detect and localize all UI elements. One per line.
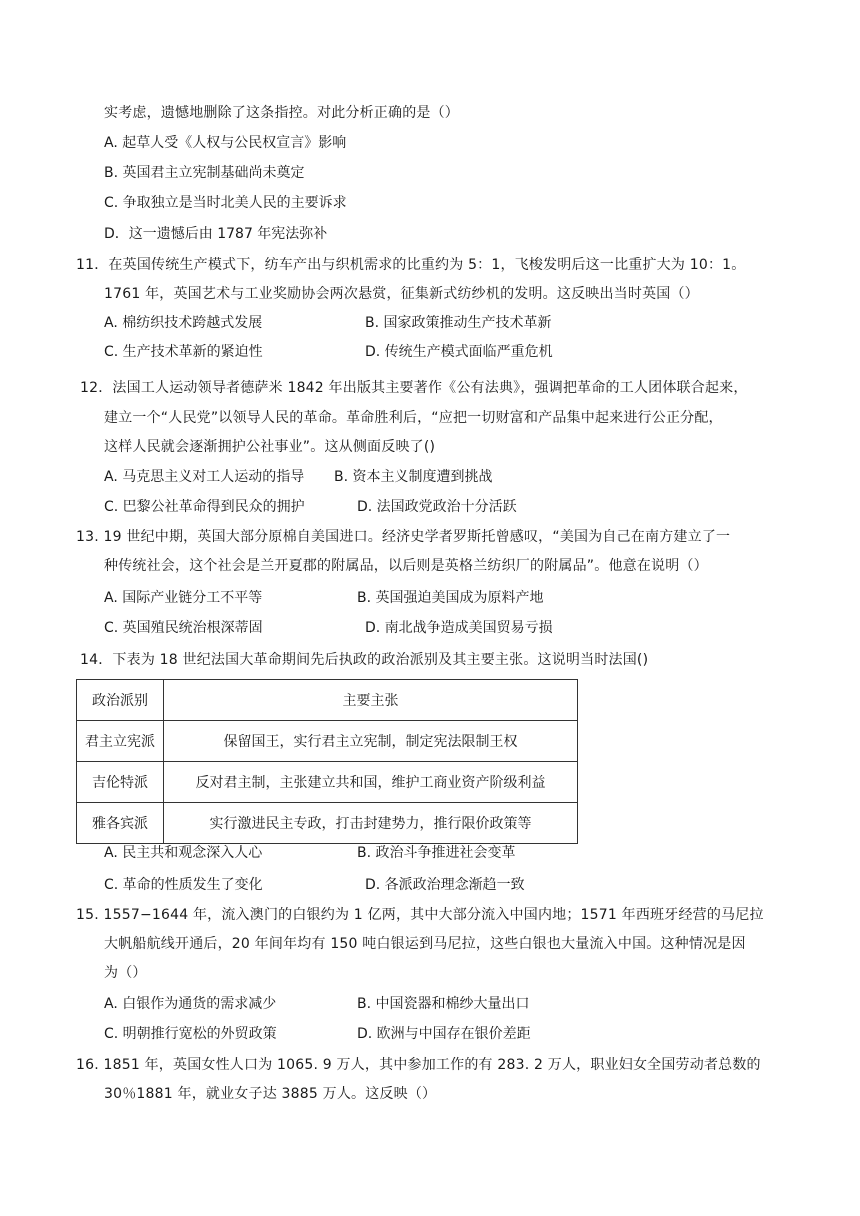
q15-stem-line-1: 15. 1557−1644 年，流入澳门的白银约为 1 亿两，其中大部分流入中国内地；1571 年西班牙经营的马尼拉 <box>76 907 764 923</box>
q10-stem-tail: 实考虑，遗憾地删除了这条指控。对此分析正确的是（） <box>104 105 459 121</box>
table-header-cell: 政治派别 <box>77 680 164 721</box>
q10-option-c: C. 争取独立是当时北美人民的主要诉求 <box>104 195 347 211</box>
q14-option-c: C. 革命的性质发生了变化 <box>104 877 263 893</box>
q11-stem-line-2: 1761 年，英国艺术与工业奖励协会两次悬赏，征集新式纺纱机的发明。这反映出当时英国（） <box>104 286 699 302</box>
table-cell: 保留国王，实行君主立宪制，制定宪法限制王权 <box>164 721 578 762</box>
q12-option-b: B. 资本主义制度遭到挑战 <box>334 469 493 485</box>
q15-option-c: C. 明朝推行宽松的外贸政策 <box>104 1026 277 1042</box>
q14-stem: 14．下表为 18 世纪法国大革命期间先后执政的政治派别及其主要主张。这说明当时法国() <box>80 652 649 668</box>
table-cell: 反对君主制，主张建立共和国，维护工商业资产阶级利益 <box>164 762 578 803</box>
q12-option-c: C. 巴黎公社革命得到民众的拥护 <box>104 499 305 515</box>
table-cell: 吉伦特派 <box>77 762 164 803</box>
q15-option-d: D. 欧洲与中国存在银价差距 <box>357 1026 531 1042</box>
q12-option-d: D. 法国政党政治十分活跃 <box>357 499 517 515</box>
q10-option-a: A. 起草人受《人权与公民权宣言》影响 <box>104 135 347 151</box>
q11-option-c: C. 生产技术革新的紧迫性 <box>104 344 263 360</box>
table-header-cell: 主要主张 <box>164 680 578 721</box>
q15-stem-line-3: 为（） <box>104 965 147 981</box>
q15-option-a: A. 白银作为通货的需求减少 <box>104 996 277 1012</box>
table-row <box>77 803 578 844</box>
q11-option-a: A. 棉纺织技术跨越式发展 <box>104 315 263 331</box>
q11-stem-line-1: 11．在英国传统生产模式下，纺车产出与织机需求的比重约为 5：1，飞梭发明后这一比重扩大为 10：1。 <box>76 257 746 273</box>
q11-option-d: D. 传统生产模式面临严重危机 <box>365 344 553 360</box>
q13-option-a: A. 国际产业链分工不平等 <box>104 590 263 606</box>
q11-option-b: B. 国家政策推动生产技术革新 <box>365 315 552 331</box>
table-cell: 君主立宪派 <box>77 721 164 762</box>
table-cell: 雅各宾派 <box>77 803 164 844</box>
q12-option-a: A. 马克思主义对工人运动的指导 <box>104 469 305 485</box>
q13-option-b: B. 英国强迫美国成为原料产地 <box>357 590 544 606</box>
q13-option-d: D. 南北战争造成美国贸易亏损 <box>365 620 553 636</box>
table-cell: 实行激进民主专政，打击封建势力，推行限价政策等 <box>164 803 578 844</box>
q14-option-a: A. 民主共和观念深入人心 <box>104 845 263 861</box>
q16-stem-line-1: 16. 1851 年，英国女性人口为 1065. 9 万人，其中参加工作的有 283. 2 万人，职业妇女全国劳动者总数的 <box>76 1057 761 1073</box>
q15-stem-line-2: 大帆船航线开通后，20 年间年均有 150 吨白银运到马尼拉，这些白银也大量流入中国。这种情况是因 <box>104 936 746 952</box>
q12-stem-line-1: 12．法国工人运动领导者德萨米 1842 年出版其主要著作《公有法典》，强调把革命的工人团体联合起来， <box>80 380 748 396</box>
q14-option-d: D. 各派政治理念渐趋一致 <box>365 877 525 893</box>
q12-stem-line-2: 建立一个“人民党”以领导人民的革命。革命胜利后，“应把一切财富和产品集中起来进行公正分配， <box>104 410 723 426</box>
q16-stem-line-2: 30％1881 年，就业女子达 3885 万人。这反映（） <box>104 1086 437 1102</box>
q13-option-c: C. 英国殖民统治根深蒂固 <box>104 620 263 636</box>
q12-stem-line-3: 这样人民就会逐渐拥护公社事业”。这从侧面反映了() <box>104 439 436 455</box>
table-row <box>77 721 578 762</box>
table-row <box>77 762 578 803</box>
q14-table <box>76 679 578 844</box>
q13-stem-line-1: 13. 19 世纪中期，英国大部分原棉自美国进口。经济史学者罗斯托曾感叹，“美国为自己在南方建立了一 <box>76 529 731 545</box>
q10-option-b: B. 英国君主立宪制基础尚未奠定 <box>104 165 305 181</box>
q10-option-d: D．这一遗憾后由 1787 年宪法弥补 <box>104 226 328 242</box>
q14-option-b: B. 政治斗争推进社会变革 <box>357 845 516 861</box>
q13-stem-line-2: 种传统社会，这个社会是兰开夏郡的附属品，以后则是英格兰纺织厂的附属品”。他意在说明（） <box>104 558 708 574</box>
table-header-row <box>77 680 578 721</box>
q15-option-b: B. 中国瓷器和棉纱大量出口 <box>357 996 530 1012</box>
